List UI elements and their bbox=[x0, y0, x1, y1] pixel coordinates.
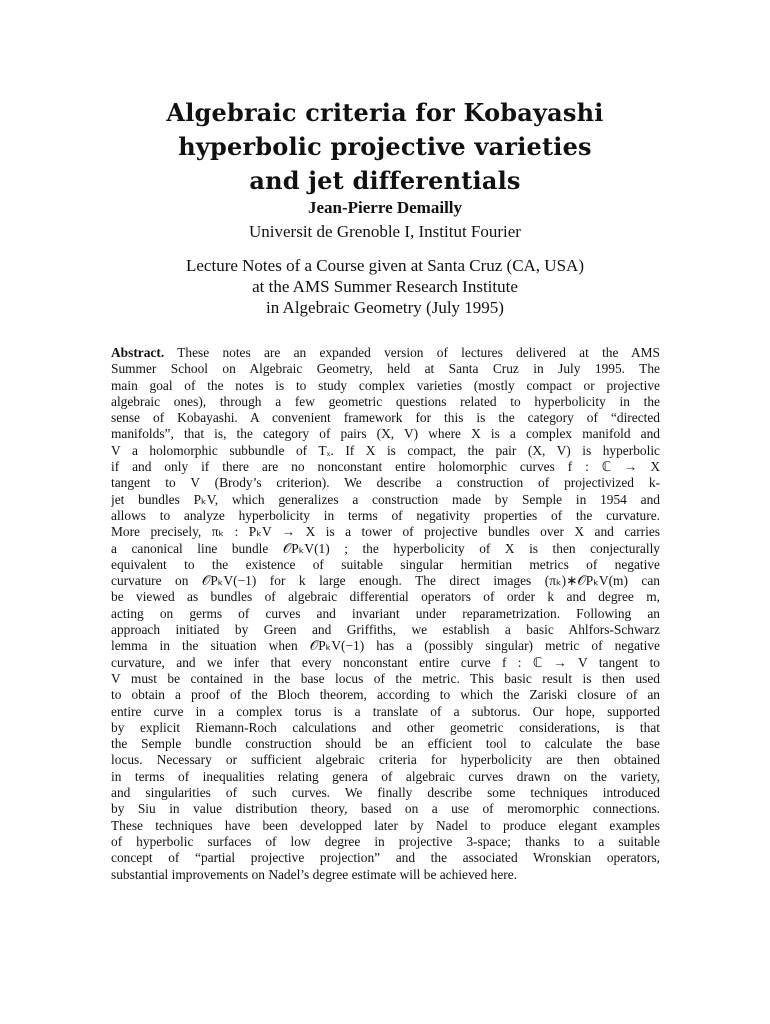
abstract-line: a canonical line bundle 𝒪PₖV(1) ; the hyperbolicity of X is then conjecturally bbox=[111, 540, 660, 556]
abstract-line: tangent to V (Brody’s criterion). We describe a construction of projectivized k- bbox=[111, 475, 660, 491]
abstract-line: algebraic ones), through a few geometric questions related to hyperbolicity in the bbox=[111, 393, 660, 409]
title-line-3: and jet differentials bbox=[249, 166, 521, 195]
venue-line-3: in Algebraic Geometry (July 1995) bbox=[266, 298, 504, 317]
title-line-2: hyperbolic projective varieties bbox=[178, 132, 592, 161]
paper-title bbox=[0, 96, 770, 198]
abstract-body bbox=[111, 361, 660, 883]
abstract-line: main goal of the notes is to study complex varieties (mostly compact or projective bbox=[111, 377, 660, 393]
abstract bbox=[111, 345, 660, 883]
abstract-line: to obtain a proof of the Bloch theorem, according to which the Zariski closure of an bbox=[111, 687, 660, 703]
author-name: Jean-Pierre Demailly bbox=[307, 198, 463, 217]
abstract-line: and singularities of such curves. We finally describe some techniques introduced bbox=[111, 785, 660, 801]
venue-note bbox=[0, 255, 770, 318]
abstract-line: if and only if there are no nonconstant entire holomorphic curves f : ℂ → X bbox=[111, 459, 660, 475]
abstract-line: lemma in the situation when 𝒪PₖV(−1) has a (possibly singular) metric of negative bbox=[111, 638, 660, 654]
abstract-line: V a holomorphic subbundle of Tₓ. If X is compact, the pair (X, V) is hyperbolic bbox=[111, 442, 660, 458]
abstract-line: curvature on 𝒪PₖV(−1) for k large enough. The direct images (πₖ)∗𝒪PₖV(m) can bbox=[111, 573, 660, 589]
abstract-line: by explicit Riemann-Roch calculations and other geometric considerations, is that bbox=[111, 719, 660, 735]
abstract-line: sense of Kobayashi. A convenient framework for this is the category of “directed bbox=[111, 410, 660, 426]
abstract-line: manifolds”, that is, the category of pairs (X, V) where X is a complex manifold and bbox=[111, 426, 660, 442]
title-line-1: Algebraic criteria for Kobayashi bbox=[166, 98, 604, 127]
abstract-line: be viewed as bundles of algebraic differential operators of order k and degree m, bbox=[111, 589, 660, 605]
abstract-line bbox=[111, 345, 660, 361]
abstract-line: allows to analyze hyperbolicity in terms of negativity properties of the curvature. bbox=[111, 507, 660, 523]
abstract-line: entire curve in a complex torus is a translate of a subtorus. Our hope, supported bbox=[111, 703, 660, 719]
abstract-line: More precisely, πₖ : PₖV → X is a tower of projective bundles over X and carries bbox=[111, 524, 660, 540]
abstract-line: approach initiated by Green and Griffiths, we establish a basic Ahlfors-Schwarz bbox=[111, 622, 660, 638]
abstract-line: of hyperbolic surfaces of low degree in projective 3-space; thanks to a suitable bbox=[111, 833, 660, 849]
abstract-line: substantial improvements on Nadel’s degree estimate will be achieved here. bbox=[111, 866, 518, 882]
abstract-line: in terms of inequalities relating genera of algebraic curves drawn on the variety, bbox=[111, 768, 660, 784]
abstract-line: equivalent to the existence of suitable singular hermitian metrics of negative bbox=[111, 556, 660, 572]
abstract-line: Summer School on Algebraic Geometry, held at Santa Cruz in July 1995. The bbox=[111, 361, 660, 377]
abstract-line: curvature, and we infer that every nonconstant entire curve f : ℂ → V tangent to bbox=[111, 654, 660, 670]
author-affiliation: Universit de Grenoble I, Institut Fourier bbox=[249, 222, 521, 241]
abstract-line: jet bundles PₖV, which generalizes a construction made by Semple in 1954 and bbox=[111, 491, 660, 507]
abstract-line: by Siu in value distribution theory, based on a use of meromorphic connections. bbox=[111, 801, 660, 817]
abstract-line: acting on germs of curves and invariant under reparametrization. Following an bbox=[111, 605, 660, 621]
venue-line-1: Lecture Notes of a Course given at Santa Cruz (CA, USA) bbox=[186, 256, 584, 275]
abstract-line: These techniques have been developped later by Nadel to produce elegant examples bbox=[111, 817, 660, 833]
venue-line-2: at the AMS Summer Research Institute bbox=[252, 277, 518, 296]
abstract-lead: Abstract. bbox=[111, 345, 165, 360]
abstract-first-line: These notes are an expanded version of lectures delivered at the AMS bbox=[164, 345, 660, 360]
abstract-line: V must be contained in the base locus of the metric. This basic result is then used bbox=[111, 670, 660, 686]
abstract-line: concept of “partial projective projection” and the associated Wronskian operators, bbox=[111, 850, 660, 866]
abstract-line: the Semple bundle construction should be an efficient tool to calculate the base bbox=[111, 736, 660, 752]
abstract-line: locus. Necessary or sufficient algebraic criteria for hyperbolicity are then obtained bbox=[111, 752, 660, 768]
